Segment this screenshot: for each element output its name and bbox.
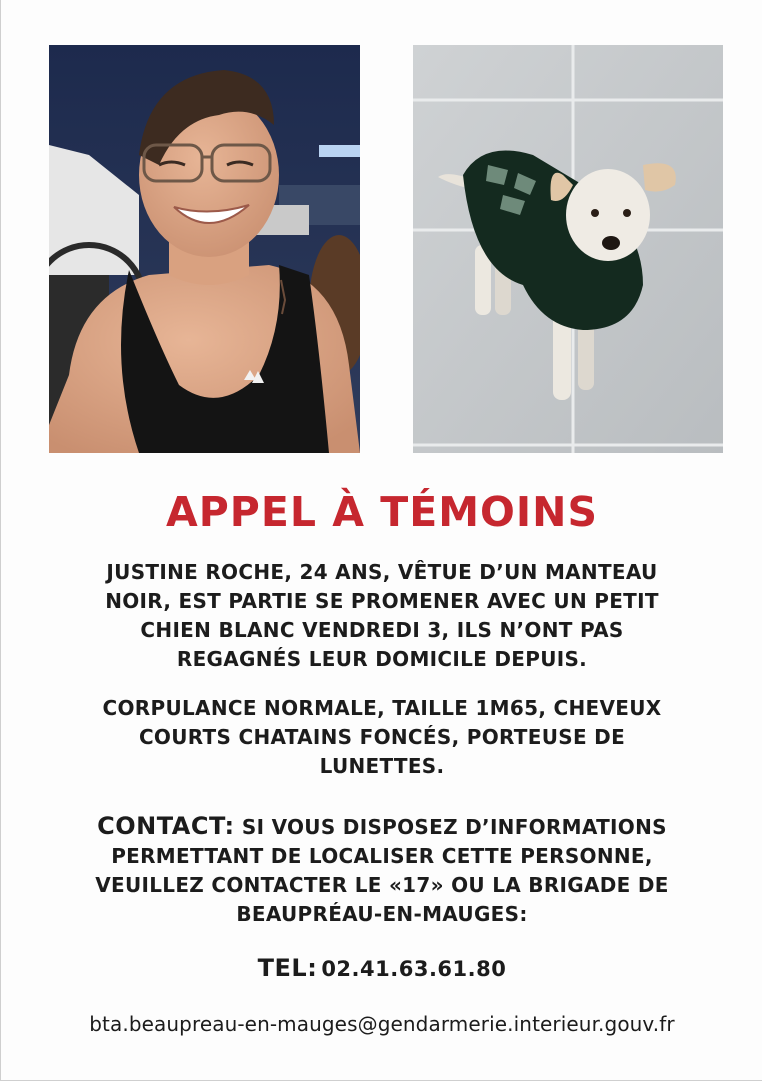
telephone-line [1,954,762,982]
contact-line: BEAUPRÉAU-EN-MAUGES: [236,902,528,926]
tel-number: 02.41.63.61.80 [321,957,507,981]
physical-line: COURTS CHATAINS FONCÉS, PORTEUSE DE [138,725,626,749]
description-line: CHIEN BLANC VENDREDI 3, ILS N’ONT PAS [140,618,624,642]
description-line: NOIR, EST PARTIE SE PROMENER AVEC UN PETIT [105,589,659,613]
contact-first-line [41,812,723,842]
photo-missing-woman [49,45,360,453]
headline-appel-a-temoins: APPEL À TÉMOINS [166,488,598,536]
photo-missing-dog [413,45,723,453]
photo-missing-woman-image [49,45,360,453]
physical-line: LUNETTES. [319,754,445,778]
tel-label: TEL: [257,954,318,982]
contact-paragraph [41,812,723,929]
contact-line: SI VOUS DISPOSEZ D’INFORMATIONS [241,815,667,839]
contact-line: VEUILLEZ CONTACTER LE «17» OU LA BRIGADE DE [95,873,669,897]
contact-line: PERMETTANT DE LOCALISER CETTE PERSONNE, [111,844,653,868]
contact-label: CONTACT: [97,812,235,840]
photo-missing-dog-image [413,45,723,453]
contact-email: bta.beaupreau-en-mauges@gendarmerie.interieur.gouv.fr [89,1012,675,1036]
description-paragraph [41,558,723,674]
description-line: REGAGNÉS LEUR DOMICILE DEPUIS. [176,647,588,671]
physical-description-paragraph [41,694,723,781]
physical-line: CORPULANCE NORMALE, TAILLE 1M65, CHEVEUX [102,696,662,720]
description-line: JUSTINE ROCHE, 24 ANS, VÊTUE D’UN MANTEAU [106,560,658,584]
